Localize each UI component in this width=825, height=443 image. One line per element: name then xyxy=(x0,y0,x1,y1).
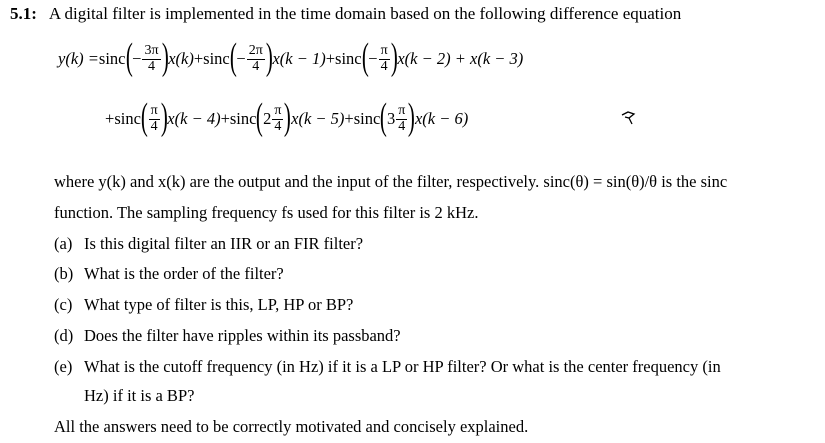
minus-sign: − xyxy=(132,49,142,68)
left-paren: ( xyxy=(140,96,148,138)
right-paren: ) xyxy=(284,96,292,138)
left-paren: ( xyxy=(361,36,369,78)
fraction-numerator: π xyxy=(150,102,158,118)
equation-line-2 xyxy=(105,96,469,138)
plus-sign: + xyxy=(344,109,354,128)
fraction-3pi-4 xyxy=(142,44,160,74)
coefficient: 2 xyxy=(263,109,272,128)
fraction-numerator: π xyxy=(380,42,388,58)
question-text: What type of filter is this, LP, HP or BP? xyxy=(84,295,354,314)
right-paren: ) xyxy=(390,36,398,78)
fraction-pi-4 xyxy=(379,44,390,74)
fraction-denominator: 4 xyxy=(252,58,260,74)
question-text: Is this digital filter an IIR or an FIR filter? xyxy=(84,234,364,253)
fraction-denominator: 4 xyxy=(148,58,155,74)
question-label: (e) xyxy=(54,357,73,376)
sinc-function-6: sinc xyxy=(353,109,381,128)
input-term: x(k − 2) + x(k − 3) xyxy=(397,49,524,68)
input-term: x(k) xyxy=(168,49,194,68)
equation-line-1 xyxy=(58,36,524,78)
fraction-numerator: π xyxy=(274,102,282,118)
fraction-pi-4 xyxy=(149,104,160,134)
sinc-function-5: sinc xyxy=(229,109,257,128)
fraction-2pi-4 xyxy=(247,44,265,74)
left-paren: ( xyxy=(125,36,133,78)
question-label: (c) xyxy=(54,295,73,314)
sinc-function-4: sinc xyxy=(114,109,141,128)
plus-sign: + xyxy=(220,109,230,128)
plus-sign: + xyxy=(193,49,204,68)
left-paren: ( xyxy=(380,96,388,138)
input-term: x(k − 1) xyxy=(272,49,326,68)
question-text: Does the filter have ripples within its passband? xyxy=(84,326,401,345)
footer-note: All the answers need to be correctly motivated and concisely explained. xyxy=(54,417,529,436)
problem-statement: A digital filter is implemented in the time domain based on the following difference equation xyxy=(48,4,682,23)
question-label: (b) xyxy=(54,264,74,283)
problem-header xyxy=(10,4,681,24)
plus-sign: + xyxy=(105,109,115,128)
equation-lhs: y(k) = xyxy=(58,49,99,68)
right-paren: ) xyxy=(160,96,168,138)
left-paren: ( xyxy=(256,96,264,138)
sinc-function-2: sinc xyxy=(203,49,230,68)
description-line-1: where y(k) and x(k) are the output and the input of the filter, respectively. sinc(θ) = sin(θ)/θ is the sinc xyxy=(54,172,728,191)
minus-sign: − xyxy=(368,49,378,68)
description-line-2: function. The sampling frequency fs used for this filter is 2 kHz. xyxy=(54,203,479,222)
question-label: (d) xyxy=(54,326,74,345)
problem-number: 5.1: xyxy=(10,4,37,23)
question-d xyxy=(54,326,401,346)
input-term: x(k − 6) xyxy=(414,109,469,128)
question-b xyxy=(54,264,284,284)
question-text: What is the order of the filter? xyxy=(84,264,284,283)
input-term: x(k − 5) xyxy=(291,109,345,128)
fraction-denominator: 4 xyxy=(274,118,282,134)
input-term: x(k − 4) xyxy=(167,109,221,128)
fraction-pi-4 xyxy=(272,104,283,134)
plus-sign: + xyxy=(325,49,336,68)
hand-drawn-mark-icon xyxy=(620,110,638,126)
sinc-function-1: sinc xyxy=(98,49,126,68)
question-e-continuation: Hz) if it is a BP? xyxy=(84,386,195,405)
sinc-function-3: sinc xyxy=(335,49,362,68)
question-text: What is the cutoff frequency (in Hz) if it is a LP or HP filter? Or what is the center frequency (in xyxy=(84,357,721,376)
left-paren: ( xyxy=(229,36,237,78)
question-a xyxy=(54,234,363,254)
fraction-numerator: 2π xyxy=(248,42,263,58)
question-label: (a) xyxy=(54,234,73,253)
fraction-numerator: 3π xyxy=(144,42,159,58)
fraction-numerator: π xyxy=(398,102,406,118)
fraction-denominator: 4 xyxy=(398,118,406,134)
fraction-pi-4 xyxy=(396,104,407,134)
fraction-denominator: 4 xyxy=(380,58,388,74)
right-paren: ) xyxy=(408,96,416,138)
right-paren: ) xyxy=(161,36,169,78)
right-paren: ) xyxy=(265,36,273,78)
coefficient: 3 xyxy=(386,109,396,128)
minus-sign: − xyxy=(236,49,246,68)
question-c xyxy=(54,295,353,315)
question-e xyxy=(54,357,721,377)
fraction-denominator: 4 xyxy=(150,118,158,134)
